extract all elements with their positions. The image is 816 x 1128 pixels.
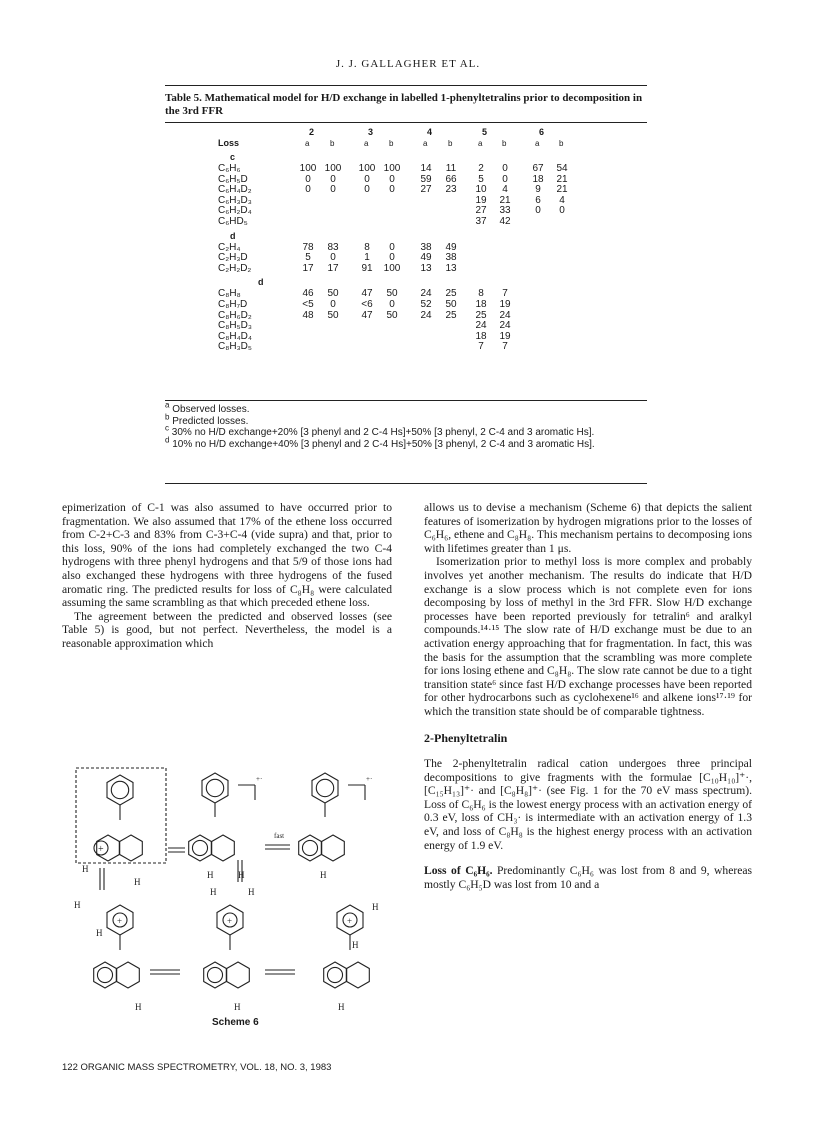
value-cell: 6 <box>535 194 541 206</box>
value-cell: 0 <box>364 184 370 196</box>
value-cell: 67 <box>532 163 544 174</box>
value-cell: 46 <box>302 288 314 300</box>
aromatic-circle <box>97 967 112 982</box>
value-cell: 49 <box>445 241 457 253</box>
loss-cell: C₂H₄ <box>218 241 241 253</box>
subcolumn-header: a <box>364 139 369 148</box>
atom-label: H <box>352 940 359 950</box>
value-cell: 11 <box>445 163 457 174</box>
value-cell: 50 <box>445 299 457 310</box>
charge-label: + <box>227 916 233 926</box>
group-marker: c <box>230 152 236 162</box>
value-cell: 18 <box>475 299 487 310</box>
footnote-text: Predicted losses. <box>169 415 249 427</box>
value-cell: 17 <box>327 262 339 274</box>
value-cell: 37 <box>475 216 487 227</box>
ring <box>120 835 143 861</box>
value-cell: 18 <box>532 173 544 185</box>
value-cell: 100 <box>324 163 342 174</box>
table-row <box>0 185 816 196</box>
footnote-text: 10% no H/D exchange+40% [3 phenyl and 2 C-4 Hs]+50% [3 phenyl, 2 C-4 and 3 aromatic Hs]. <box>169 438 595 450</box>
footnote-mark: d <box>165 435 170 445</box>
value-cell: 7 <box>478 341 484 353</box>
loss-cell: C₈H₇D <box>218 299 248 310</box>
value-cell: 38 <box>420 241 432 253</box>
loss-cell: C₈H₃D₅ <box>218 341 252 353</box>
value-cell: 48 <box>302 309 314 321</box>
atom-label: H <box>338 1002 345 1012</box>
value-cell: 27 <box>420 184 432 196</box>
value-cell: 13 <box>420 262 432 274</box>
value-cell: 0 <box>330 252 336 264</box>
scheme-caption: Scheme 6 <box>212 1017 259 1028</box>
loss-cell: C₈H₄D₄ <box>218 330 252 342</box>
value-cell: 38 <box>445 252 457 264</box>
footnote <box>165 423 645 439</box>
value-cell: <6 <box>361 299 373 310</box>
value-cell: 0 <box>502 173 508 185</box>
table-caption-text: Mathematical model for H/D exchange in labelled 1-phenyltetralins prior to decomposition in the 3rd FFR <box>165 92 643 117</box>
value-cell: 0 <box>389 184 395 196</box>
table-top-rule <box>165 85 647 86</box>
charge-label: +· <box>256 775 263 783</box>
table-row <box>0 264 816 275</box>
table-row <box>0 196 816 207</box>
loss-cell: C₂H₂D₂ <box>218 262 252 274</box>
compound-header: 4 <box>427 127 433 137</box>
loss-cell: C₈H₆D₂ <box>218 309 252 321</box>
value-cell: 23 <box>445 184 457 196</box>
value-cell: 100 <box>383 262 401 274</box>
value-cell: 0 <box>389 173 395 185</box>
table-caption-rule <box>165 122 647 123</box>
value-cell: 0 <box>330 299 336 310</box>
value-cell: 100 <box>299 163 317 174</box>
scheme-6-diagram <box>60 760 405 1025</box>
value-cell: 7 <box>502 341 508 353</box>
aromatic-circle <box>192 840 207 855</box>
compound-header: 5 <box>482 127 488 137</box>
atom-label: H <box>372 902 379 912</box>
value-cell: 8 <box>364 241 370 253</box>
subcolumn-header: b <box>389 139 394 148</box>
atom-label: H <box>134 877 141 887</box>
value-cell: 0 <box>330 184 336 196</box>
table-row <box>0 332 816 343</box>
loss-cell: C₆H₅D <box>218 173 248 185</box>
ring <box>322 835 345 861</box>
value-cell: 4 <box>502 184 508 196</box>
compound-header: 6 <box>539 127 545 137</box>
footnote-mark: a <box>165 400 170 410</box>
value-cell: 0 <box>330 173 336 185</box>
left-paragraph-2: The agreement between the predicted and observed losses (see Table 5) is good, but not perfect. Nevertheless, the model is a reasonable approximation which <box>62 609 392 650</box>
value-cell: 0 <box>305 184 311 196</box>
value-cell: 0 <box>389 241 395 253</box>
loss-cell: C₆H₃D₃ <box>218 194 252 206</box>
value-cell: 0 <box>305 173 311 185</box>
table-bottom-rule <box>165 483 647 484</box>
value-cell: 25 <box>445 288 457 300</box>
ring <box>227 962 250 988</box>
loss-cell: C₆H₆ <box>218 163 241 174</box>
value-cell: 100 <box>358 163 376 174</box>
atom-label: H <box>74 900 81 910</box>
value-cell: 19 <box>499 330 511 342</box>
loss-cell: C₆H₂D₄ <box>218 205 252 217</box>
value-cell: 2 <box>478 163 484 174</box>
group-marker: d <box>230 230 236 241</box>
value-cell: 1 <box>364 252 370 264</box>
value-cell: 25 <box>475 309 487 321</box>
value-cell: 19 <box>499 299 511 310</box>
subcolumn-header: b <box>502 139 507 148</box>
value-cell: 8 <box>478 288 484 300</box>
loss-cell: C₆HD₅ <box>218 216 248 227</box>
right-paragraph-1: allows us to devise a mechanism (Scheme 6) that depicts the salient features of isomerization by hydrogen migrations prior to the losses of C₆H₆, ethene and C₈H₈. This mechanism pertains to decomposing ions with lifetimes greater than 1 μs. <box>424 501 752 555</box>
atom-label: H <box>320 870 327 880</box>
table-footnote-rule <box>165 400 647 401</box>
value-cell: 54 <box>556 163 568 174</box>
table-row <box>0 253 816 264</box>
right-paragraph-3: The 2-phenyltetralin radical cation undergoes three principal decompositions to give fragments with the formulae [C₁₀H₁₀]⁺·, [C₁₅H₁₃]⁺· and [C₈H₈]⁺· (see Fig. 1 for the 70 eV mass spectrum). Loss of C₆H₆ is the lowest energy process with an activation energy of 0.3 eV, loss of CH₃· is intermediate with an activation energy of 1.3 eV, and loss of C₈H₈ is the highest energy process with an activation energy of 1.9 eV. <box>424 757 752 852</box>
footnote <box>165 400 645 416</box>
value-cell: 50 <box>386 309 398 321</box>
loss-header: Loss <box>218 138 240 148</box>
value-cell: 0 <box>559 205 565 217</box>
value-cell: 24 <box>475 320 487 332</box>
aromatic-circle <box>327 967 342 982</box>
table-row <box>0 243 816 254</box>
value-cell: 83 <box>327 241 339 253</box>
right-paragraph-4 <box>424 864 752 891</box>
subcolumn-header: a <box>423 139 428 148</box>
value-cell: 21 <box>556 184 568 196</box>
table-caption-label: Table 5. <box>165 92 202 104</box>
charge-label: + <box>347 916 353 926</box>
value-cell: 42 <box>499 216 511 227</box>
value-cell: 50 <box>327 309 339 321</box>
footnote-text: Observed losses. <box>169 404 250 415</box>
aromatic-circle <box>206 779 223 796</box>
aromatic-circle <box>302 840 317 855</box>
right-column <box>424 501 752 891</box>
atom-label: H <box>135 1002 142 1012</box>
table-row <box>0 289 816 300</box>
table-row <box>0 311 816 322</box>
value-cell: 24 <box>499 309 511 321</box>
atom-label: H <box>207 870 214 880</box>
aromatic-circle <box>207 967 222 982</box>
footnote <box>165 412 645 428</box>
dashed-box <box>76 768 166 863</box>
value-cell: 24 <box>420 309 432 321</box>
value-cell: 25 <box>445 309 457 321</box>
subcolumn-header: a <box>535 139 540 148</box>
charge-label: + <box>117 916 123 926</box>
value-cell: 5 <box>305 252 311 264</box>
subcolumn-header: b <box>559 139 564 148</box>
value-cell: 21 <box>556 173 568 185</box>
atom-label: H <box>96 928 103 938</box>
page-footer: 122 ORGANIC MASS SPECTROMETRY, VOL. 18, NO. 3, 1983 <box>62 1062 332 1073</box>
value-cell: 4 <box>559 194 565 206</box>
value-cell: 50 <box>386 288 398 300</box>
ring <box>212 835 235 861</box>
loss-cell: C₈H₅D₃ <box>218 320 252 332</box>
table-row <box>0 300 816 311</box>
value-cell: 0 <box>389 299 395 310</box>
table-row <box>0 217 816 228</box>
value-cell: 7 <box>502 288 508 300</box>
value-cell: 10 <box>475 184 487 196</box>
paragraph-4-text: Predominantly C₆H₆ was lost from 8 and 9, whereas mostly C₆H₅D was lost from 10 and a <box>424 864 752 891</box>
group-marker: d <box>258 277 264 288</box>
value-cell: 49 <box>420 252 432 264</box>
table-row <box>0 175 816 186</box>
aromatic-circle <box>111 781 128 798</box>
loss-cell: C₆H₄D₂ <box>218 184 252 196</box>
subcolumn-header: a <box>305 139 310 148</box>
footnote-text: 30% no H/D exchange+20% [3 phenyl and 2 C-4 Hs]+50% [3 phenyl, 2 C-4 and 3 aromatic Hs]. <box>169 427 595 438</box>
value-cell: <5 <box>302 299 314 310</box>
atom-label: H <box>248 887 255 897</box>
subcolumn-header: b <box>330 139 335 148</box>
table-footnotes <box>165 400 645 450</box>
value-cell: 0 <box>389 252 395 264</box>
table-row <box>0 321 816 332</box>
table-row <box>0 164 816 175</box>
footnote-mark: c <box>165 423 169 433</box>
value-cell: 13 <box>445 262 457 274</box>
table-caption <box>165 92 645 118</box>
loss-cell: C₂H₃D <box>218 252 248 264</box>
compound-header: 2 <box>309 127 315 137</box>
value-cell: 21 <box>499 194 511 206</box>
value-cell: 14 <box>420 163 432 174</box>
value-cell: 33 <box>499 205 511 217</box>
value-cell: 100 <box>383 163 401 174</box>
value-cell: 5 <box>478 173 484 185</box>
ring <box>117 962 140 988</box>
value-cell: 24 <box>499 320 511 332</box>
table-row <box>0 342 816 353</box>
value-cell: 0 <box>502 163 508 174</box>
compound-header: 3 <box>368 127 374 137</box>
footnote <box>165 435 645 451</box>
value-cell: 59 <box>420 173 432 185</box>
table-row <box>0 206 816 217</box>
footnote-mark: b <box>165 412 170 422</box>
running-header: J. J. GALLAGHER ET AL. <box>335 58 481 70</box>
left-paragraph-1: epimerization of C-1 was also assumed to have occurred prior to fragmentation. We also assumed that 17% of the ethene loss occurred from C-2+C-3 and 83% from C-3+C-4 (vide supra) and that, prior to this loss, 90% of the ions had completely exchanged the two C-4 hydrogens with three phenyl hydrogens and that 5/9 of those ions had also exchanged these hydrogens with three hydrogens of the fused aromatic ring. The predicted results for loss of C₈H₈ were calculated assuming the same scrambling as that which preceded ethene loss. <box>62 501 392 610</box>
value-cell: 19 <box>475 194 487 206</box>
loss-cell: C₈H₈ <box>218 288 241 300</box>
paragraph-4-lead: Loss of C₆H₆. <box>424 864 493 878</box>
atom-label: H <box>234 1002 241 1012</box>
value-cell: 18 <box>475 330 487 342</box>
value-cell: 0 <box>535 205 541 217</box>
value-cell: 0 <box>364 173 370 185</box>
value-cell: 27 <box>475 205 487 217</box>
value-cell: 91 <box>361 262 373 274</box>
aromatic-circle <box>316 779 333 796</box>
value-cell: 52 <box>420 299 432 310</box>
value-cell: 17 <box>302 262 314 274</box>
right-paragraph-2: Isomerization prior to methyl loss is more complex and probably involves yet another mechanism. The results do indicate that H/D exchange is a slow process which is not complete even for ions decomposing by loss of methyl in the 3rd FFR. Slow H/D exchange processes have been reported previously for tetralin⁶ and aralkyl compounds.¹⁴·¹⁵ The slow rate of H/D exchange must be due to an activation energy approaching that for fragmentation. In fact, this was the basis for the assumption that the scrambling was more complete for ions losing ethene and C₈H₈. The slow rate cannot be due to a tight transition state⁶ since fast H/D exchange processes have been reported for other hydrocarbons such as cyclohexene¹⁶ and alkene ions¹⁷·¹⁹ for which the transition state should be of comparable tightness. <box>424 555 752 718</box>
value-cell: 47 <box>361 309 373 321</box>
value-cell: 47 <box>361 288 373 300</box>
left-column <box>62 501 392 651</box>
atom-label: H <box>82 864 89 874</box>
value-cell: 24 <box>420 288 432 300</box>
value-cell: 50 <box>327 288 339 300</box>
atom-label: H <box>238 870 245 880</box>
arrow-label: fast <box>274 832 285 840</box>
charge-label: +· <box>366 775 373 783</box>
charge-label: + <box>98 844 104 855</box>
subcolumn-header: b <box>448 139 453 148</box>
value-cell: 9 <box>535 184 541 196</box>
section-heading: 2-Phenyltetralin <box>424 730 508 745</box>
subcolumn-header: a <box>478 139 483 148</box>
atom-label: H <box>210 887 217 897</box>
value-cell: 66 <box>445 173 457 185</box>
value-cell: 78 <box>302 241 314 253</box>
ring <box>347 962 370 988</box>
